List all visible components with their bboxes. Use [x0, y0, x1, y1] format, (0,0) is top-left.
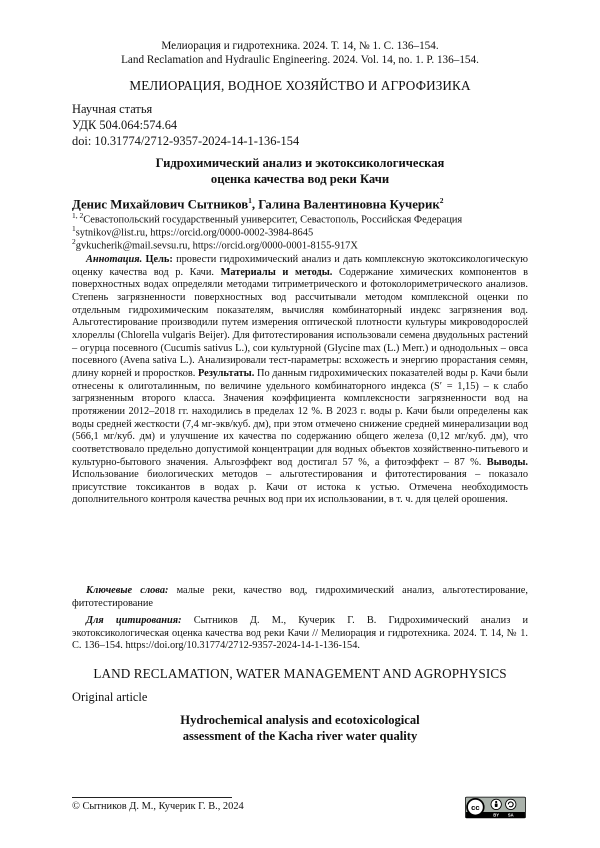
abstract-label: Аннотация.	[86, 254, 143, 265]
author-2-sup: 2	[439, 196, 444, 205]
abstract	[72, 254, 528, 507]
section-heading-ru: МЕЛИОРАЦИЯ, ВОДНОЕ ХОЗЯЙСТВО И АГРОФИЗИКА	[129, 78, 471, 93]
email-2-sup: 2	[72, 237, 76, 246]
title-en-line2: assessment of the Kacha river water quality	[182, 729, 418, 743]
title-ru-line1: Гидрохимический анализ и экотоксикологическая	[155, 156, 445, 170]
conclusions-text: Использование биологических методов – альготестирования и фитотестирования – показало присутствие токсикантов в водах р. Качи от истока к устью. Отмечена необходимость дополнительного контроля качества речных вод при их использовании, в т. ч. для целей орошения.	[72, 469, 528, 506]
title-ru-line2: оценка качества вод реки Качи	[210, 172, 390, 186]
author-1-name: Денис Михайлович Сытников	[72, 197, 249, 212]
results-label: Результаты.	[197, 367, 255, 379]
cc-by-sa-license-badge[interactable]	[465, 794, 526, 821]
affiliation-sup: 1, 2	[72, 211, 84, 220]
author-separator: ,	[251, 197, 259, 212]
keywords-label: Ключевые слова:	[86, 585, 169, 596]
goal-label: Цель:	[145, 254, 173, 265]
article-type-ru: Научная статья	[72, 102, 153, 116]
keywords	[72, 585, 528, 610]
citation-label: Для цитирования:	[86, 615, 182, 626]
keywords-text: малые реки, качество вод, гидрохимический анализ, альготестирование, фитотестирование	[72, 585, 528, 609]
title-en-line1: Hydrochemical analysis and ecotoxicological	[180, 713, 420, 727]
methods-text: Содержание химических компонентов в поверхностных водах определяли методами титриметрического и фотоколориметрического анализов. Степень загрязненности поверхностных вод рассчитывали методом комплексной оценки по отдельным гидрохимическим показателям, вычисляя комбинаторный индекс загрязнения вод. Альготестирование производили путем измерения оптической плотности культуры микроводорослей хлореллы (Chlorella vulgaris Beijer). Для фитотестирования использовали семена двудольных растений – огурца посевного (Cucumis sativus L.), сои культурной (Glycine max (L.) Merr.) и однодольных – овса посевного (Avena sativa L.). Анализировали тест-параметры: всхожесть и энергию прорастания семян, длину корней и проростков.	[72, 266, 528, 379]
footnote-divider	[72, 797, 232, 798]
affiliation-text: Севастопольский государственный университет, Севастополь, Российская Федерация	[83, 214, 463, 226]
author-2-name: Галина Валентиновна Кучерик	[258, 197, 440, 212]
citation-text: Сытников Д. М., Кучерик Г. В. Гидрохимический анализ и экотоксикологическая оценка качества вод реки Качи // Мелиорация и гидротехника. 2024. Т. 14, № 1. С. 136–154. https://doi.org/10.31774/2712-9357-2024-14-1-136-154.	[72, 615, 528, 652]
article-type-en: Original article	[72, 690, 148, 704]
conclusions-label: Выводы.	[486, 456, 528, 468]
cc-icon-text: cc	[471, 802, 480, 812]
journal-citation-ru: Мелиорация и гидротехника. 2024. Т. 14, № 1. С. 136–154.	[161, 40, 439, 52]
email-2-link[interactable]: gvkucherik@mail.sevsu.ru, https://orcid.org/0000-0001-8155-917X	[75, 240, 358, 252]
email-1-sup: 1	[72, 224, 76, 233]
journal-citation-en: Land Reclamation and Hydraulic Engineering. 2024. Vol. 14, no. 1. P. 136–154.	[121, 54, 479, 66]
email-1-link[interactable]: sytnikov@list.ru, https://orcid.org/0000-0002-3984-8645	[75, 227, 314, 239]
citation	[72, 615, 528, 653]
by-label: BY	[493, 812, 500, 818]
section-heading-en: LAND RECLAMATION, WATER MANAGEMENT AND AGROPHYSICS	[93, 666, 507, 681]
results-text: По данным гидрохимических показателей воды р. Качи были отнесены к олиготалинным, по величине удельного комбинаторного индекса (S′ = 1,15) – к слабо загрязненным второго класса. Значения коэффициента комплексности загрязненности вод на протяжении 2012–2018 гг. находились в пределах 12 %. В 2023 г. воды р. Качи были определены как воды средней жесткости (7,4 мг-экв/куб. дм), при этом отмечено снижение средней минерализации вод (566,1 мг/куб. дм) и улучшение их качества по содержанию общего железа (0,12 мг/куб. дм), что соответствовало предельно допустимой концентрации для водных объектов хозяйственно-питьевого и культурно-бытового значения. Альгоэффект вод достигал 57 %, а фитоэффект – 87 %.	[72, 367, 528, 468]
udc-code: УДК 504.064:574.64	[72, 118, 178, 132]
sa-icon	[506, 799, 516, 809]
methods-label: Материалы и методы.	[220, 266, 333, 278]
copyright-notice: © Сытников Д. М., Кучерик Г. В., 2024	[72, 801, 244, 812]
doi[interactable]: doi: 10.31774/2712-9357-2024-14-1-136-154	[72, 134, 300, 148]
sa-label: SA	[507, 812, 514, 818]
goal-text: провести гидрохимический анализ и дать комплексную экотоксикологическую оценку качества вод р. Качи.	[72, 254, 529, 278]
author-2-contact	[72, 235, 542, 252]
by-icon-head	[495, 801, 497, 803]
author-1-sup: 1	[248, 196, 252, 205]
by-icon-body	[495, 803, 498, 806]
